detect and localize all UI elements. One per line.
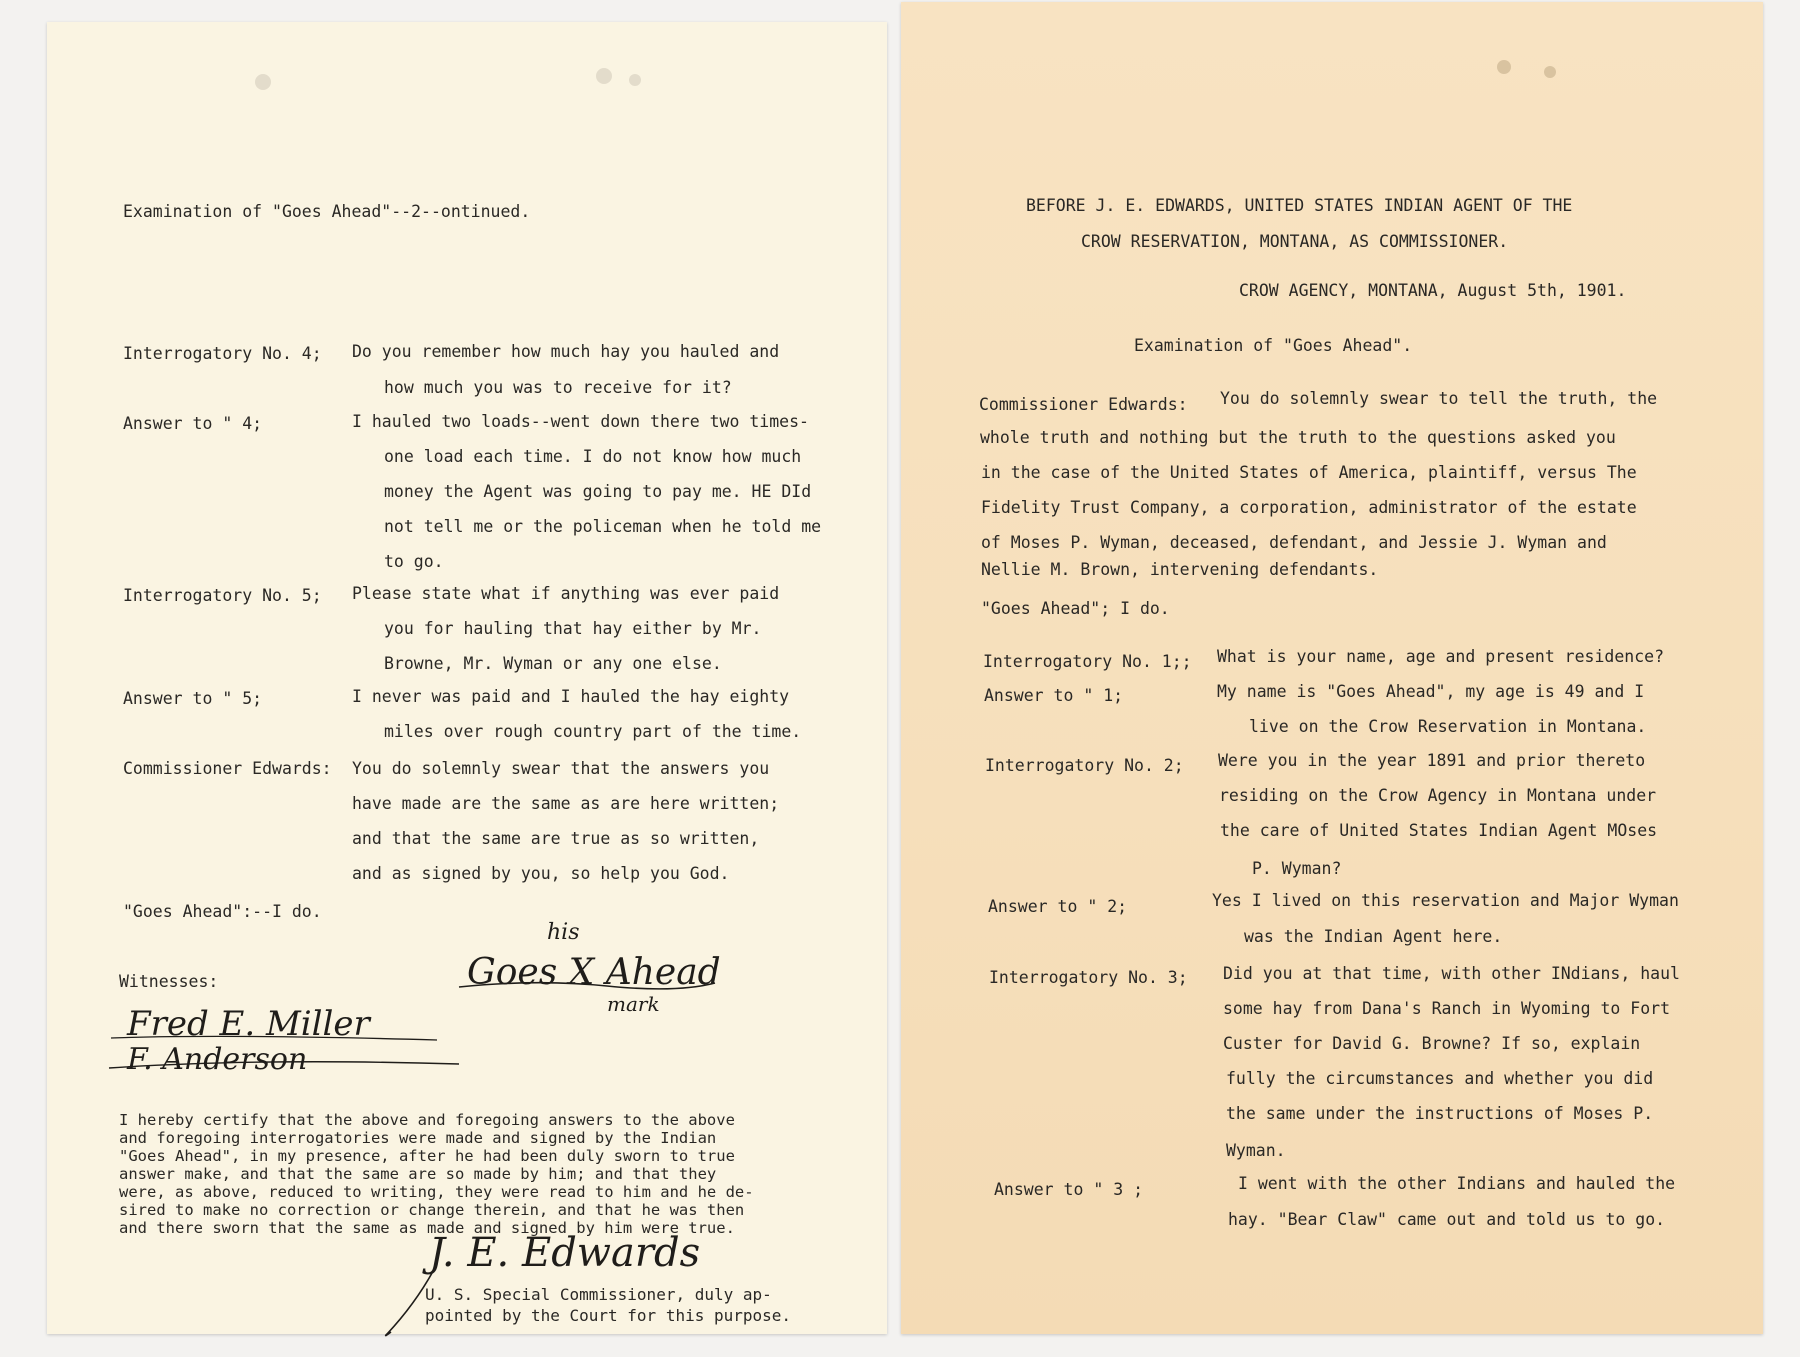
- qa-text: hay. "Bear Claw" came out and told us to go.: [1228, 1210, 1666, 1229]
- qa-text: money the Agent was going to pay me. HE DId: [384, 482, 812, 501]
- qa-text: Please state what if anything was ever paid: [352, 584, 780, 603]
- qa-text: What is your name, age and present residence?: [1217, 647, 1665, 666]
- qa-text: Did you at that time, with other INdians, haul: [1223, 964, 1680, 983]
- certificate-line: and foregoing interrogatories were made and signed by the Indian: [119, 1129, 717, 1147]
- certificate-line: answer make, and that the same are so made by him; and that they: [119, 1165, 717, 1183]
- mark-annotation: mark: [607, 992, 660, 1016]
- qa-text: have made are the same as are here written;: [352, 794, 780, 813]
- punch-hole: [1497, 60, 1511, 74]
- qa-text: one load each time. I do not know how much: [384, 447, 802, 466]
- qa-text: you for hauling that hay either by Mr.: [384, 619, 762, 638]
- qa-text: Yes I lived on this reservation and Major Wyman: [1212, 891, 1679, 910]
- qa-label: Interrogatory No. 2;: [985, 756, 1184, 775]
- qa-label: Interrogatory No. 1;;: [983, 652, 1192, 671]
- signature-underline: [457, 977, 717, 997]
- oath-text: in the case of the United States of America, plaintiff, versus The: [981, 463, 1637, 482]
- oath-text: of Moses P. Wyman, deceased, defendant, and Jessie J. Wyman and: [981, 533, 1607, 552]
- page-heading: Examination of "Goes Ahead"--2--ontinued.: [123, 202, 531, 221]
- oath-text: Nellie M. Brown, intervening defendants.: [981, 560, 1379, 579]
- qa-text: to go.: [384, 552, 444, 571]
- oath-text: You do solemnly swear to tell the truth, the: [1220, 389, 1658, 408]
- qa-text: You do solemnly swear that the answers you: [352, 759, 770, 778]
- header-line: CROW RESERVATION, MONTANA, AS COMMISSIONER.: [1081, 232, 1509, 251]
- qa-label: Interrogatory No. 4;: [123, 344, 322, 363]
- certificate-line: sired to make no correction or change therein, and that he was then: [119, 1201, 745, 1219]
- certificate-line: and there sworn that the same as made and signed by him were true.: [119, 1219, 735, 1237]
- qa-text: P. Wyman?: [1252, 859, 1342, 878]
- punch-hole: [255, 74, 271, 90]
- qa-text: Custer for David G. Browne? If so, explain: [1223, 1034, 1641, 1053]
- qa-text: not tell me or the policeman when he told me: [384, 517, 822, 536]
- oath-text: Fidelity Trust Company, a corporation, administrator of the estate: [981, 498, 1637, 517]
- qa-text: live on the Crow Reservation in Montana.: [1249, 717, 1647, 736]
- reply-text: "Goes Ahead":--I do.: [123, 902, 322, 921]
- oath-text: whole truth and nothing but the truth to the questions asked you: [980, 428, 1616, 447]
- qa-label: Interrogatory No. 3;: [989, 968, 1188, 987]
- qa-label: Answer to " 2;: [988, 897, 1128, 916]
- qa-text: how much you was to receive for it?: [384, 378, 732, 397]
- commissioner-signature: J. E. Edwards: [429, 1230, 701, 1276]
- right-page: [901, 2, 1763, 1334]
- qa-text: My name is "Goes Ahead", my age is 49 and I: [1217, 682, 1645, 701]
- commissioner-title: pointed by the Court for this purpose.: [425, 1306, 792, 1325]
- certificate-line: "Goes Ahead", in my presence, after he had been duly sworn to true: [119, 1147, 735, 1165]
- qa-text: and as signed by you, so help you God.: [352, 864, 730, 883]
- qa-text: I went with the other Indians and hauled the: [1238, 1174, 1676, 1193]
- qa-text: was the Indian Agent here.: [1244, 927, 1503, 946]
- qa-text: Wyman.: [1226, 1141, 1286, 1160]
- witness-signature: Fred E. Miller: [127, 1004, 370, 1044]
- qa-text: and that the same are true as so written,: [352, 829, 760, 848]
- qa-label: Answer to " 4;: [123, 414, 263, 433]
- reply-text: "Goes Ahead"; I do.: [981, 599, 1170, 618]
- qa-label: Answer to " 5;: [123, 689, 263, 708]
- certificate-line: I hereby certify that the above and foregoing answers to the above: [119, 1111, 735, 1129]
- qa-label: Interrogatory No. 5;: [123, 586, 322, 605]
- punch-hole: [629, 74, 641, 86]
- qa-text: I never was paid and I hauled the hay eighty: [352, 687, 790, 706]
- qa-text: Were you in the year 1891 and prior thereto: [1218, 751, 1646, 770]
- header-line: BEFORE J. E. EDWARDS, UNITED STATES INDIAN AGENT OF THE: [1026, 196, 1573, 215]
- punch-hole: [596, 68, 612, 84]
- certificate-line: were, as above, reduced to writing, they were read to him and he de-: [119, 1183, 754, 1201]
- qa-text: residing on the Crow Agency in Montana under: [1219, 786, 1657, 805]
- witness-underlines: [107, 1032, 467, 1082]
- place-date: CROW AGENCY, MONTANA, August 5th, 1901.: [1239, 281, 1627, 300]
- page-title: Examination of "Goes Ahead".: [1134, 336, 1413, 355]
- left-page: [47, 22, 887, 1334]
- punch-hole: [1544, 66, 1556, 78]
- qa-text: fully the circumstances and whether you did: [1226, 1069, 1654, 1088]
- qa-label: Answer to " 1;: [984, 686, 1124, 705]
- qa-text: Browne, Mr. Wyman or any one else.: [384, 654, 722, 673]
- qa-text: miles over rough country part of the time.: [384, 722, 802, 741]
- oath-label: Commissioner Edwards:: [979, 395, 1188, 414]
- qa-label: Commissioner Edwards:: [123, 759, 332, 778]
- qa-text: some hay from Dana's Ranch in Wyoming to Fort: [1223, 999, 1671, 1018]
- his-annotation: his: [547, 920, 580, 945]
- witnesses-label: Witnesses:: [119, 972, 219, 991]
- witness-signature: F. Anderson: [127, 1042, 308, 1077]
- qa-text: the care of United States Indian Agent MOses: [1220, 821, 1658, 840]
- mark-signature: Goes X Ahead: [467, 952, 721, 993]
- commissioner-title: U. S. Special Commissioner, duly ap-: [425, 1285, 772, 1304]
- qa-text: Do you remember how much hay you hauled and: [352, 342, 780, 361]
- qa-text: the same under the instructions of Moses P.: [1226, 1104, 1654, 1123]
- qa-text: I hauled two loads--went down there two times-: [352, 412, 809, 431]
- qa-label: Answer to " 3 ;: [994, 1180, 1144, 1199]
